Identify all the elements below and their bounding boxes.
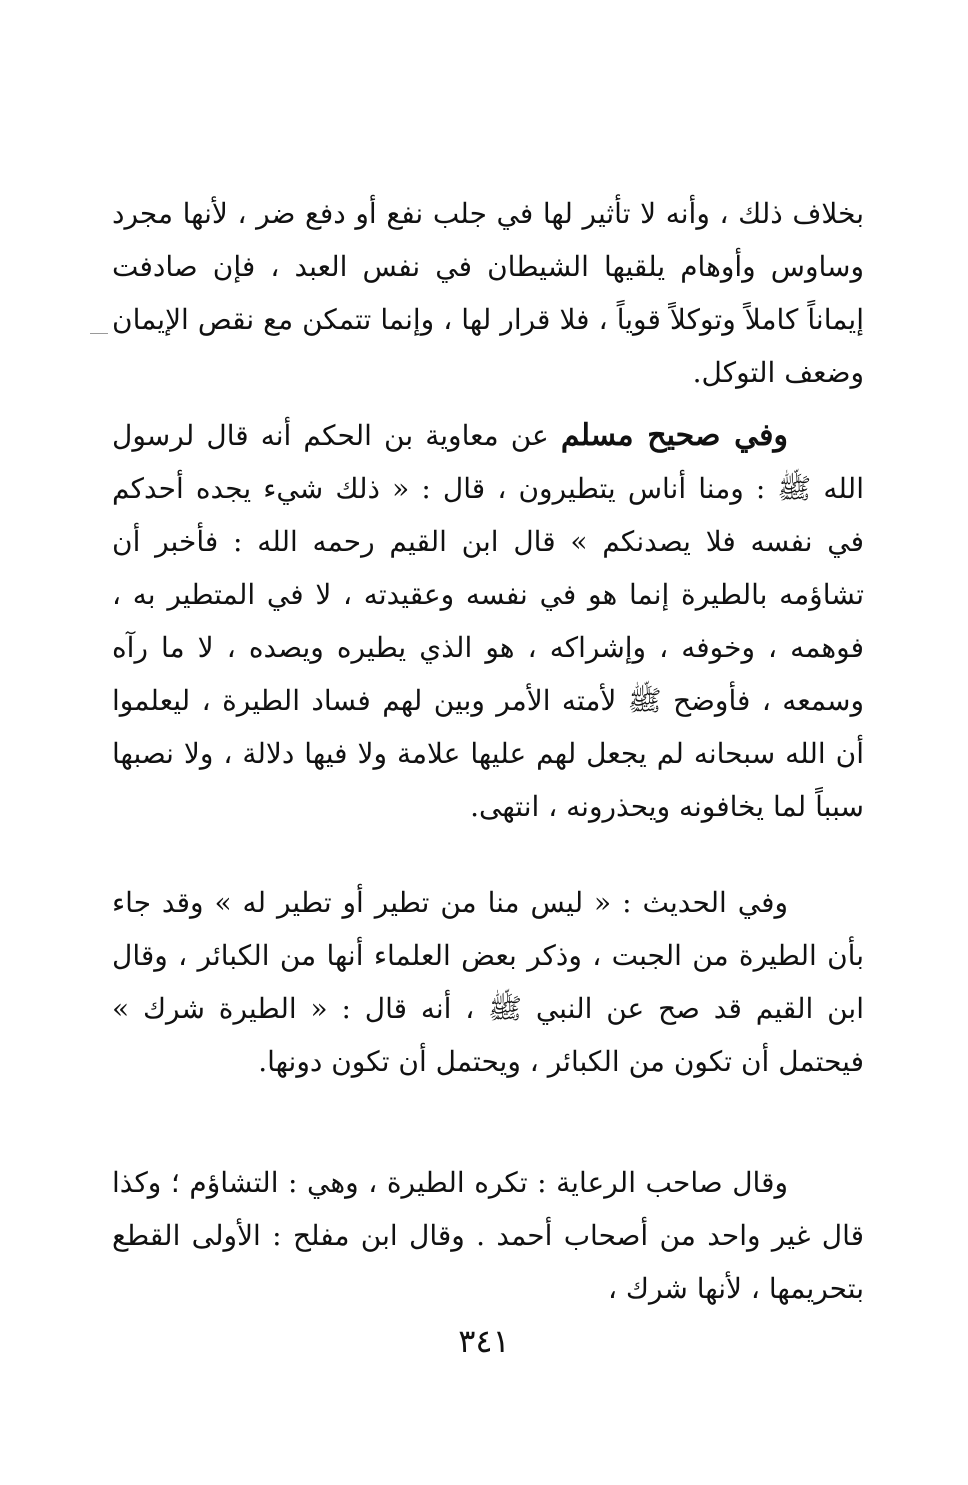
paragraph-2-text: عن معاوية بن الحكم أنه قال لرسول الله ﷺ : ومنا أناس يتطيرون ، قال : « ذلك شيء يجده أحدكم في نفسه فلا يصدنكم » قال ابن القيم رحمه الله : فأخبر أن تشاؤمه بالطيرة إنما هو في نفسه وعقيدته ، لا في المتطير به ، فوهمه ، وخوفه ، وإشراكه ، هو الذي يطيره ويصده ، لا ما رآه وسمعه ، فأوضح ﷺ لأمته الأمر وبين لهم فساد الطيرة ، ليعلموا أن الله سبحانه لم يجعل لهم عليها علامة ولا فيها دلالة ، ولا نصبها سبباً لما يخافونه ويحذرونه ، انتهى. [112,419,864,823]
page-number: ٣٤١ [458,1322,510,1360]
paragraph-2 [112,409,864,833]
paragraph-4-text: وقال صاحب الرعاية : تكره الطيرة ، وهي : التشاؤم ؛ وكذا قال غير واحد من أصحاب أحمد . وقال ابن مفلح : الأولى القطع بتحريمها ، لأنها شرك ، [112,1166,864,1305]
paragraph-1 [112,187,864,399]
paragraph-4 [112,1156,864,1315]
paragraph-1-text: بخلاف ذلك ، وأنه لا تأثير لها في جلب نفع أو دفع ضر ، لأنها مجرد وساوس وأوهام يلقيها الشيطان في نفس العبد ، فإن صادفت إيماناً كاملاً وتوكلاً قوياً ، فلا قرار لها ، وإنما تتمكن مع نقص الإيمان وضعف التوكل. [112,197,864,389]
paragraph-3-text: وفي الحديث : « ليس منا من تطير أو تطير له » وقد جاء بأن الطيرة من الجبت ، وذكر بعض العلماء أنها من الكبائر ، وقال ابن القيم قد صح عن النبي ﷺ ، أنه قال : « الطيرة شرك » فيحتمل أن تكون من الكبائر ، ويحتمل أن تكون دونها. [112,886,864,1078]
margin-mark [90,333,108,334]
paragraph-3 [112,876,864,1088]
paragraph-2-bold-lead: وفي صحيح مسلم [560,418,788,453]
